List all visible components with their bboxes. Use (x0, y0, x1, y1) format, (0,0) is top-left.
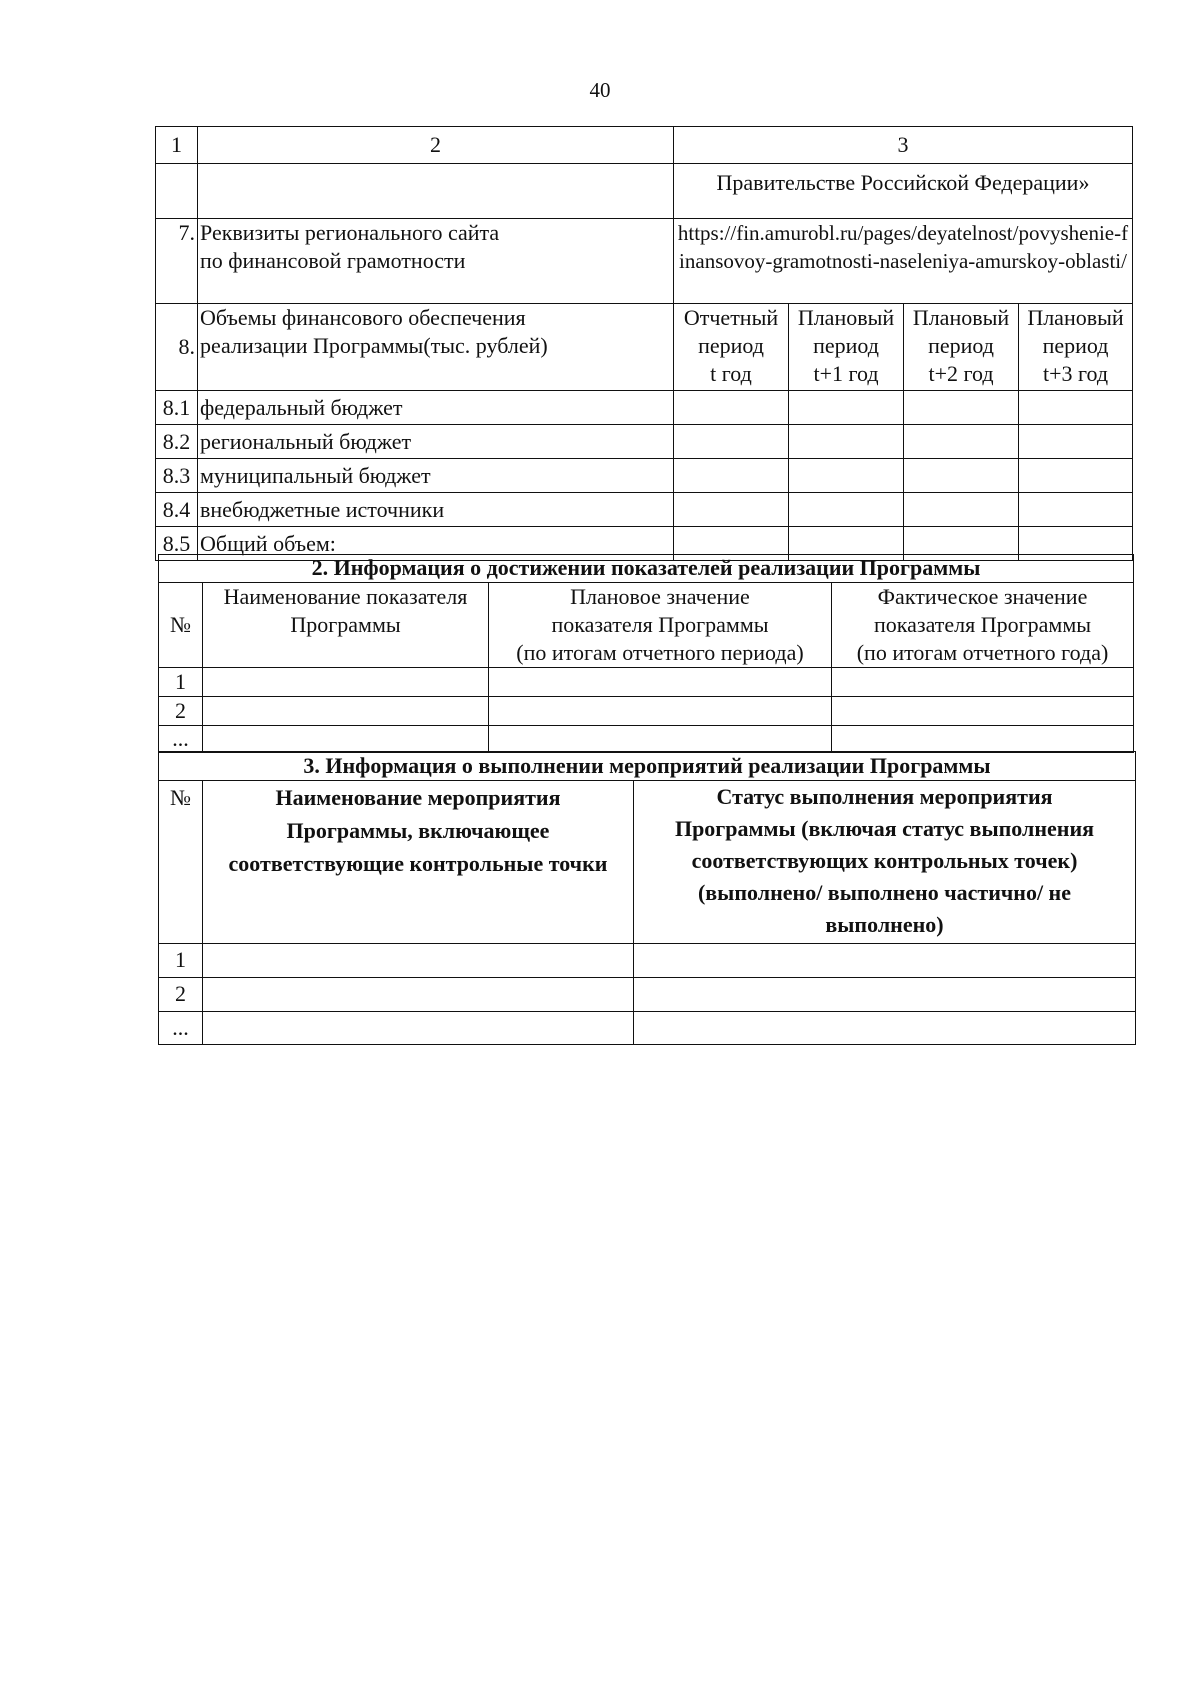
indicator-cell (832, 668, 1134, 697)
budget-cell (789, 391, 904, 425)
budget-cell (674, 493, 789, 527)
row-8-label-line1: Объемы финансового обеспечения (200, 305, 526, 330)
budget-cell (674, 391, 789, 425)
indicator-cell (489, 697, 832, 726)
period-label: период (698, 333, 764, 358)
header-line: выполнено) (825, 912, 944, 937)
row-7-label (198, 219, 674, 304)
budget-cell (1019, 493, 1133, 527)
budget-row-label: муниципальный бюджет (198, 459, 674, 493)
section-3-title-row (159, 752, 1136, 781)
column-number-3: 3 (674, 127, 1133, 164)
header-line: Программы (включая статус выполнения (674, 816, 1095, 841)
column-number-2: 2 (198, 127, 674, 164)
continuation-num-cell (156, 164, 198, 219)
section-2-col-name (203, 583, 489, 668)
section-2-col-plan (489, 583, 832, 668)
period-label: период (813, 333, 879, 358)
budget-cell (789, 459, 904, 493)
header-line: Программы, включающее (286, 818, 550, 843)
budget-row-number: 8.5 (156, 527, 198, 561)
header-line: (по итогам отчетного периода) (516, 640, 804, 665)
continuation-row (156, 164, 1133, 219)
period-report-header (674, 304, 789, 391)
period-label: период (928, 333, 994, 358)
column-numbers-row (156, 127, 1133, 164)
budget-row (156, 493, 1133, 527)
period-plan-2-header (904, 304, 1019, 391)
period-plan-1-header (789, 304, 904, 391)
section-3-col-name (203, 781, 634, 944)
budget-row-label: внебюджетные источники (198, 493, 674, 527)
header-line: показателя Программы (551, 612, 769, 637)
indicator-row-number: 1 (159, 668, 203, 697)
indicator-row-number: ... (159, 726, 203, 753)
row-7-label-line1: Реквизиты регионального сайта (200, 220, 500, 245)
header-line: Фактическое значение (877, 584, 1088, 609)
section-3-header-row (159, 781, 1136, 944)
indicator-cell (489, 726, 832, 753)
section-2-col-fact (832, 583, 1134, 668)
budget-cell (904, 425, 1019, 459)
indicator-cell (832, 726, 1134, 753)
header-line: (выполнено/ выполнено частично/ не (697, 880, 1072, 905)
period-label: t год (710, 361, 752, 386)
header-line: Наименование показателя (223, 584, 468, 609)
indicator-cell (203, 668, 489, 697)
period-label: t+1 год (813, 361, 879, 386)
header-line: соответствующие контрольные точки (228, 851, 608, 876)
indicator-row (159, 697, 1134, 726)
regional-site-url: https://fin.amurobl.ru/pages/deyatelnost/povyshenie-finansovoy-gramotnosti-naseleniya-amurskoy-oblasti/ (674, 219, 1133, 304)
period-label: t+2 год (928, 361, 994, 386)
section-2-col-num: № (159, 583, 203, 668)
budget-cell (789, 425, 904, 459)
page-number: 40 (589, 78, 611, 102)
period-label: Плановый (912, 305, 1010, 330)
indicator-row (159, 726, 1134, 753)
budget-row-number: 8.2 (156, 425, 198, 459)
indicator-cell (489, 668, 832, 697)
indicators-table (158, 554, 1134, 753)
budget-row-label: федеральный бюджет (198, 391, 674, 425)
budget-cell (789, 493, 904, 527)
activity-row (159, 1012, 1136, 1045)
activity-cell (203, 978, 634, 1012)
budget-cell (1019, 391, 1133, 425)
budget-cell (1019, 459, 1133, 493)
budget-cell (904, 391, 1019, 425)
activity-row-number: 1 (159, 944, 203, 978)
indicator-cell (203, 697, 489, 726)
budget-row-number: 8.1 (156, 391, 198, 425)
budget-row (156, 459, 1133, 493)
activity-cell (203, 944, 634, 978)
program-passport-table (155, 126, 1133, 561)
row-8-label (198, 304, 674, 391)
activity-row-number: 2 (159, 978, 203, 1012)
activity-row (159, 944, 1136, 978)
period-label: t+3 год (1042, 361, 1109, 386)
activities-table (158, 751, 1136, 1045)
activity-row-number: ... (159, 1012, 203, 1045)
row-8-number: 8. (156, 304, 198, 391)
continuation-label-cell (198, 164, 674, 219)
section-2-title-row (159, 555, 1134, 583)
period-label: Плановый (797, 305, 895, 330)
header-line: Программы (290, 612, 401, 637)
row-7-number: 7. (156, 219, 198, 304)
row-7 (156, 219, 1133, 304)
activity-cell (634, 978, 1136, 1012)
header-line: (по итогам отчетного года) (856, 640, 1109, 665)
header-line: показателя Программы (873, 612, 1092, 637)
period-label: Отчетный (683, 305, 779, 330)
row-7-label-line2: по финансовой грамотности (200, 248, 466, 273)
budget-row-label: Общий объем: (198, 527, 674, 561)
indicator-row-number: 2 (159, 697, 203, 726)
budget-row (156, 425, 1133, 459)
section-3-col-status (634, 781, 1136, 944)
row-8 (156, 304, 1133, 391)
activity-cell (634, 944, 1136, 978)
budget-cell (904, 459, 1019, 493)
budget-row-label: региональный бюджет (198, 425, 674, 459)
column-number-1: 1 (156, 127, 198, 164)
header-line: Наименование мероприятия (275, 785, 561, 810)
section-2-title: 2. Информация о достижении показателей реализации Программы (159, 555, 1134, 583)
section-2-header-row (159, 583, 1134, 668)
budget-row (156, 391, 1133, 425)
indicator-row (159, 668, 1134, 697)
row-8-label-line2: реализации Программы(тыс. рублей) (200, 333, 548, 358)
activity-row (159, 978, 1136, 1012)
continuation-text: Правительстве Российской Федерации» (674, 164, 1133, 219)
activity-cell (634, 1012, 1136, 1045)
period-label: Плановый (1027, 305, 1124, 330)
header-line: Плановое значение (570, 584, 750, 609)
indicator-cell (832, 697, 1134, 726)
budget-cell (1019, 425, 1133, 459)
budget-row-number: 8.4 (156, 493, 198, 527)
period-label: период (1042, 333, 1109, 358)
budget-row-number: 8.3 (156, 459, 198, 493)
indicator-cell (203, 726, 489, 753)
budget-cell (674, 425, 789, 459)
activity-cell (203, 1012, 634, 1045)
budget-cell (904, 493, 1019, 527)
section-3-col-num: № (159, 781, 203, 944)
header-line: Статус выполнения мероприятия (716, 784, 1053, 809)
section-3-title: 3. Информация о выполнении мероприятий реализации Программы (159, 752, 1136, 781)
period-plan-3-header (1019, 304, 1133, 391)
header-line: соответствующих контрольных точек) (691, 848, 1078, 873)
budget-cell (674, 459, 789, 493)
